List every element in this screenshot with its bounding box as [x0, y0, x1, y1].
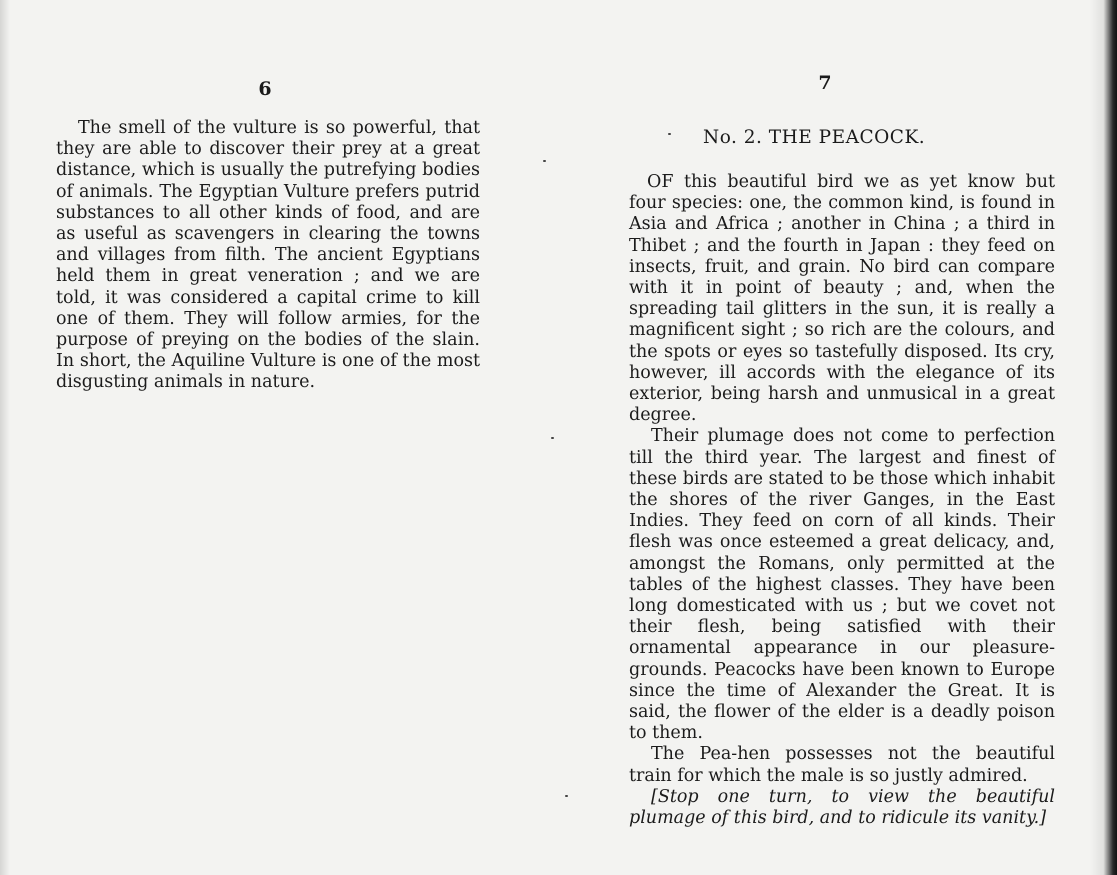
game-instruction-note: [Stop one turn, to view the beautiful plumage of this bird, and to ridicule its vanity.]	[629, 786, 1055, 829]
print-speck	[668, 133, 671, 135]
paragraph: OF this beautiful bird we as yet know but four species: one, the common kind, is found in Asia and Africa ; another in China ; a third in Thibet ; and the fourth in Japan : they feed on insects, fruit, and grain. No bird can compare with it in point of beauty ; and, when the spreading tail glitters in the sun, it is really a magnificent sight ; so rich are the colours, and the spots or eyes so tastefully disposed. Its cry, however, ill accords with the elegance of its exterior, being harsh and unmusical in a great degree.	[629, 172, 1055, 426]
page-edge-shadow	[0, 0, 10, 875]
print-speck	[543, 160, 546, 162]
binding-shadow	[1090, 0, 1117, 875]
print-speck	[551, 437, 554, 439]
paragraph: Their plumage does not come to perfection till the third year. The largest and finest of these birds are stated to be those which inhabit the shores of the river Ganges, in the East Indies. They feed on corn of all kinds. Their flesh was once esteemed a great delicacy, and, amongst the Romans, only permitted at the tables of the highest classes. They have been long domesticated with us ; but we covet not their flesh, being satisfied with their ornamental appearance in our pleasure-grounds. Peacocks have been known to Europe since the time of Alexander the Great. It is said, the flower of the elder is a deadly poison to them.	[629, 426, 1055, 744]
left-page-text	[56, 118, 480, 394]
paragraph: The smell of the vulture is so powerful, that they are able to discover their prey at a great distance, which is usually the putrefying bodies of animals. The Egyptian Vulture prefers putrid substances to all other kinds of food, and are as useful as scavengers in clearing the towns and villages from filth. The ancient Egyptians held them in great veneration ; and we are told, it was considered a capital crime to kill one of them. They will follow armies, for the purpose of preying on the bodies of the slain. In short, the Aquiline Vulture is one of the most disgusting animals in nature.	[56, 118, 480, 393]
page-number-left: 6	[258, 78, 272, 100]
right-page-text	[629, 172, 1055, 829]
print-speck	[565, 795, 568, 797]
paragraph: The Pea-hen possesses not the beautiful train for which the male is so justly admired.	[629, 744, 1055, 786]
page-number-right: 7	[818, 72, 832, 94]
section-title: No. 2. THE PEACOCK.	[703, 127, 926, 148]
